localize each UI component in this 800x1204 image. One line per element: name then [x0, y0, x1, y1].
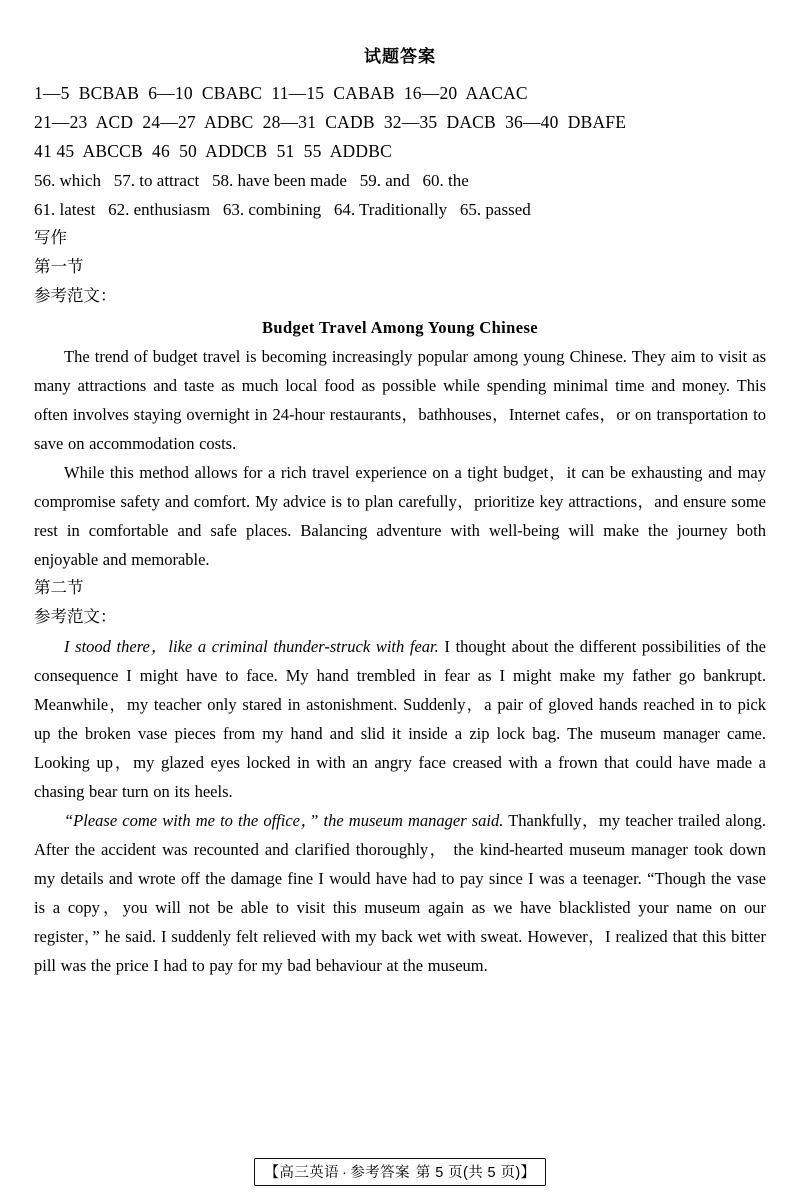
answer-line-3: 41 45 ABCCB 46 50 ADDCB 51 55 ADDBC: [34, 141, 392, 161]
page-title: 试题答案: [364, 47, 436, 66]
answer-line-4: 56. which 57. to attract 58. have been made 59. and 60. the: [34, 171, 469, 190]
footer-separator-dot: ·: [342, 1165, 348, 1181]
footer-answer-label: 参考答案: [350, 1165, 410, 1181]
essay-two-body-2: Thankfully，my teacher trailed along. After the accident was recounted and clarified thoroughly， the kind-hearted museum manager took down my details and wrote off the damage fine I would have had to pay since I was a teenager. “Though the vase is a copy，you will not be able to visit this museum again as we have blacklisted your name on our register，” he said. I suddenly felt relieved with my back wet with sweat. However，I realized that this bitter pill was the price I had to pay for my bad behaviour at the museum.: [34, 811, 766, 975]
essay-two-prompt-2: “Please come with me to the office，” the museum manager said.: [64, 811, 504, 830]
answer-sheet-page: [0, 42, 800, 1204]
answer-line-2: 21—23 ACD 24—27 ADBC 28—31 CADB 32—35 DACB 36—40 DBAFE: [34, 112, 627, 132]
essay-two-paragraph-2: [34, 806, 766, 980]
answer-line-5: 61. latest 62. enthusiasm 63. combining 64. Traditionally 65. passed: [34, 200, 531, 219]
footer-page-number: 第 5 页(共 5 页): [415, 1165, 521, 1181]
footer-bracket-close: 】: [520, 1165, 536, 1181]
sample-essay-label-2: 参考范文：: [34, 608, 117, 626]
essay-one-title: Budget Travel Among Young Chinese: [261, 318, 538, 337]
writing-heading: 写作: [34, 229, 67, 247]
page-footer: [0, 1158, 800, 1186]
footer-subject: 高三英语: [279, 1165, 340, 1181]
essay-one-paragraph-2: While this method allows for a rich travel experience on a tight budget，it can be exhausting and may compromise safety and comfort. My advice is to plan carefully，prioritize key attractions，and ensure some rest in comfortable and safe places. Balancing adventure with well-being will make the journey both enjoyable and memorable.: [34, 463, 766, 569]
section-two-heading: 第二节: [34, 579, 84, 597]
essay-two-prompt-1: I stood there，like a criminal thunder-struck with fear.: [64, 637, 439, 656]
answer-line-1: 1—5 BCBAB 6—10 CBABC 11—15 CABAB 16—20 AACAC: [34, 83, 528, 103]
essay-one-paragraph-1: The trend of budget travel is becoming increasingly popular among young Chinese. They aim to visit as many attractions and taste as much local food as possible while spending minimal time and money. This often involves staying overnight in 24-hour restaurants，bathhouses，Internet cafes，or on transportation to save on accommodation costs.: [34, 347, 766, 453]
essay-two-paragraph-1: [34, 632, 766, 806]
footer-box: [254, 1158, 547, 1186]
footer-bracket-open: 【: [264, 1165, 280, 1181]
essay-two-body-1: I thought about the different possibilities of the consequence I might have to face. My hand trembled in fear as I might make my father go bankrupt. Meanwhile，my teacher only stared in astonishment. Suddenly，a pair of gloved hands reached in to pick up the broken vase pieces from my hand and slid it inside a zip lock bag. The museum manager came. Looking up，my glazed eyes locked in with an angry face creased with a frown that could have made a chasing bear turn on its heels.: [34, 637, 766, 801]
section-one-heading: 第一节: [34, 258, 84, 276]
sample-essay-label-1: 参考范文：: [34, 287, 117, 305]
